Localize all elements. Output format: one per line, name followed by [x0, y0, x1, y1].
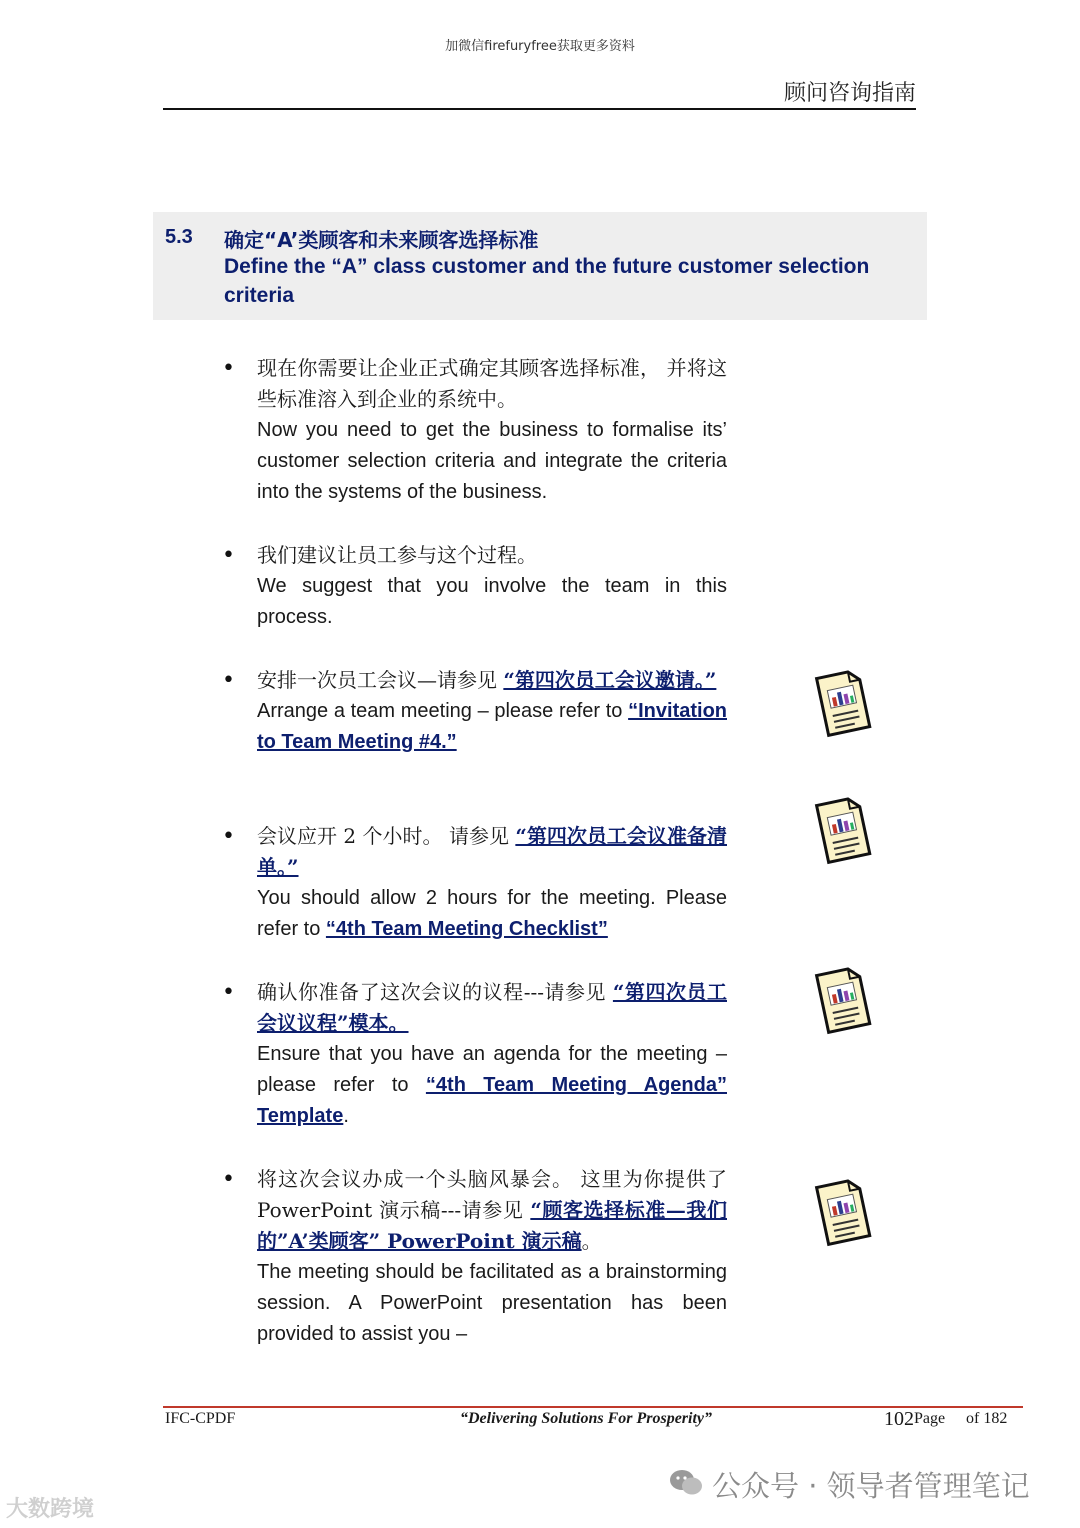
bullet: • — [222, 356, 235, 381]
wechat-account-watermark: 公众号 · 领导者管理笔记 — [712, 1469, 1030, 1503]
footer-org: IFC-CPDF — [165, 1410, 236, 1427]
corner-watermark: 大数跨境 — [6, 1497, 95, 1522]
list-item — [257, 353, 727, 508]
list-item — [257, 665, 727, 758]
document-chart-icon[interactable] — [808, 963, 874, 1035]
wechat-icon — [668, 1468, 704, 1498]
item-text-en: Now you need to get the business to formalise its’ customer selection criteria and integrate the criteria into the systems of the business. — [257, 419, 727, 503]
bullet: • — [222, 543, 235, 568]
item-text-zh: 我们建议让员工参与这个过程。 — [257, 543, 537, 567]
item-text-en: We suggest that you involve the team in this process. — [257, 575, 727, 628]
page-number: 102 — [884, 1408, 914, 1430]
document-chart-icon[interactable] — [808, 666, 874, 738]
checklist-link-zh[interactable]: “第四次员工会议准备清单。” — [257, 824, 727, 879]
item-text-en-tail: . — [343, 1105, 349, 1127]
header-rule — [163, 108, 916, 110]
item-text-en: The meeting should be facilitated as a brainstorming session. A PowerPoint presentation has been provided to assist you – — [257, 1261, 727, 1345]
section-title-en: Define the “A” class customer and the future customer selection criteria — [224, 255, 870, 307]
list-item — [257, 540, 727, 633]
document-chart-icon[interactable] — [808, 1175, 874, 1247]
header-title: 顾问咨询指南 — [783, 81, 916, 106]
item-text-en: You should allow 2 hours for the meeting. Please refer to — [257, 887, 727, 940]
page-label: Page — [914, 1410, 946, 1427]
item-text-zh: 安排一次员工会议—请参见 — [257, 668, 504, 692]
powerpoint-link-zh[interactable]: “顾客选择标准—我们的”A’类顾客” PowerPoint 演示稿 — [257, 1198, 727, 1253]
item-text-zh-tail: 。 — [581, 1229, 602, 1253]
list-item — [257, 977, 727, 1132]
bullet: • — [222, 1167, 235, 1192]
invitation-link-en[interactable]: “Invitation to Team Meeting #4.” — [257, 700, 727, 753]
document-chart-icon[interactable] — [808, 793, 874, 865]
top-watermark: 加微信firefuryfree获取更多资料 — [445, 39, 635, 54]
item-text-zh: 确认你准备了这次会议的议程---请参见 — [257, 980, 613, 1004]
section-number: 5.3 — [165, 226, 193, 248]
item-text-zh: 将这次会议办成一个头脑风暴会。 这里为你提供了 PowerPoint 演示稿---请参见 — [257, 1167, 727, 1222]
bullet: • — [222, 824, 235, 849]
item-text-zh: 会议应开 2 个小时。 请参见 — [257, 824, 516, 848]
footer-slogan: “Delivering Solutions For Prosperity” — [460, 1410, 713, 1427]
list-item — [257, 1164, 727, 1350]
section-title-zh: 确定“A’类顾客和未来顾客选择标准 — [224, 228, 539, 252]
bullet: • — [222, 668, 235, 693]
item-text-en: Ensure that you have an agenda for the meeting – please refer to — [257, 1043, 727, 1096]
checklist-link-en[interactable]: “4th Team Meeting Checklist” — [325, 918, 608, 940]
page-total: of 182 — [966, 1410, 1008, 1427]
agenda-link-zh[interactable]: “第四次员工会议议程”模本。 — [257, 980, 727, 1035]
item-text-zh: 现在你需要让企业正式确定其顾客选择标准， 并将这些标准溶入到企业的系统中。 — [257, 356, 727, 411]
invitation-link-zh[interactable]: “第四次员工会议邀请。” — [503, 668, 717, 692]
agenda-link-en[interactable]: “4th Team Meeting Agenda” Template — [257, 1074, 727, 1127]
list-item — [257, 821, 727, 945]
item-text-en: Arrange a team meeting – please refer to — [257, 700, 629, 722]
bullet: • — [222, 980, 235, 1005]
